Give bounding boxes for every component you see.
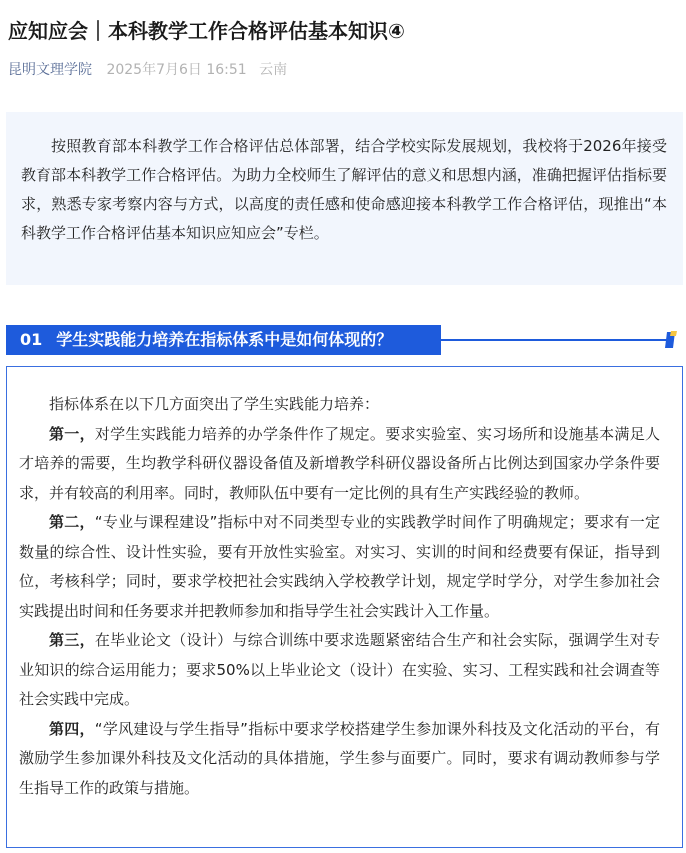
answer-point-3 — [19, 626, 660, 715]
article-title: 应知应会｜本科教学工作合格评估基本知识④ — [8, 19, 405, 43]
point-text: “专业与课程建设”指标中对不同类型专业的实践教学时间作了明确规定；要求有一定数量的综合性、设计性实验，要有开放性实验室。对实习、实训的时间和经费要有保证，指导到位，考核科学；同时，要求学校把社会实践纳入学校教学计划，规定学时学分，对学生参加社会实践提出时间和任务要求并把教师参加和指导学生社会实践计入工作量。 — [19, 513, 660, 620]
account-name-link[interactable]: 昆明文理学院 — [8, 62, 92, 78]
point-label: 第三， — [49, 631, 95, 649]
publish-date: 2025年7月6日 16:51 — [106, 62, 247, 78]
point-text: 在毕业论文（设计）与综合训练中要求选题紧密结合生产和社会实际，强调学生对专业知识的综合运用能力；要求50%以上毕业论文（设计）在实验、实习、工程实践和社会调查等社会实践中完成。 — [19, 631, 660, 708]
section-question: 学生实践能力培养在指标体系中是如何体现的？ — [56, 330, 393, 349]
answer-point-2 — [19, 508, 660, 626]
answer-point-1 — [19, 420, 660, 509]
answer-lead: 指标体系在以下几方面突出了学生实践能力培养： — [49, 395, 380, 413]
section-header — [6, 325, 683, 355]
section-title — [6, 325, 441, 355]
intro-paragraph: 按照教育部本科教学工作合格评估总体部署，结合学校实际发展规划，我校将于2026年接受教育部本科教学工作合格评估。为助力全校师生了解评估的意义和思想内涵，准确把握评估指标要求，熟悉专家考察内容与方式，以高度的责任感和使命感迎接本科教学工作合格评估，现推出“本科教学工作合格评估基本知识应知应会”专栏。 — [6, 112, 683, 285]
section-divider — [441, 339, 673, 341]
point-text: “学风建设与学生指导”指标中要求学校搭建学生参加课外科技及文化活动的平台，有激励学生参加课外科技及文化活动的具体措施，学生参与面要广。同时，要求有调动教师参与学生指导工作的政策与措施。 — [19, 719, 660, 797]
answer-box — [6, 366, 683, 848]
article-meta — [8, 59, 678, 81]
section-number: 01 — [20, 330, 43, 349]
point-label: 第一， — [49, 424, 95, 443]
point-label: 第二， — [49, 513, 95, 531]
answer-point-4 — [19, 715, 660, 804]
point-text: 对学生实践能力培养的办学条件作了规定。要求实验室、实习场所和设施基本满足人才培养的需要，生均教学科研仪器设备值及新增教学科研仪器设备所占比例达到国家办学条件要求，并有较高的利用率。同时，教师队伍中要有一定比例的具有生产实践经验的教师。 — [19, 424, 660, 502]
flag-decoration-icon — [665, 331, 677, 349]
point-label: 第四， — [49, 719, 95, 738]
publish-location: 云南 — [259, 62, 288, 78]
